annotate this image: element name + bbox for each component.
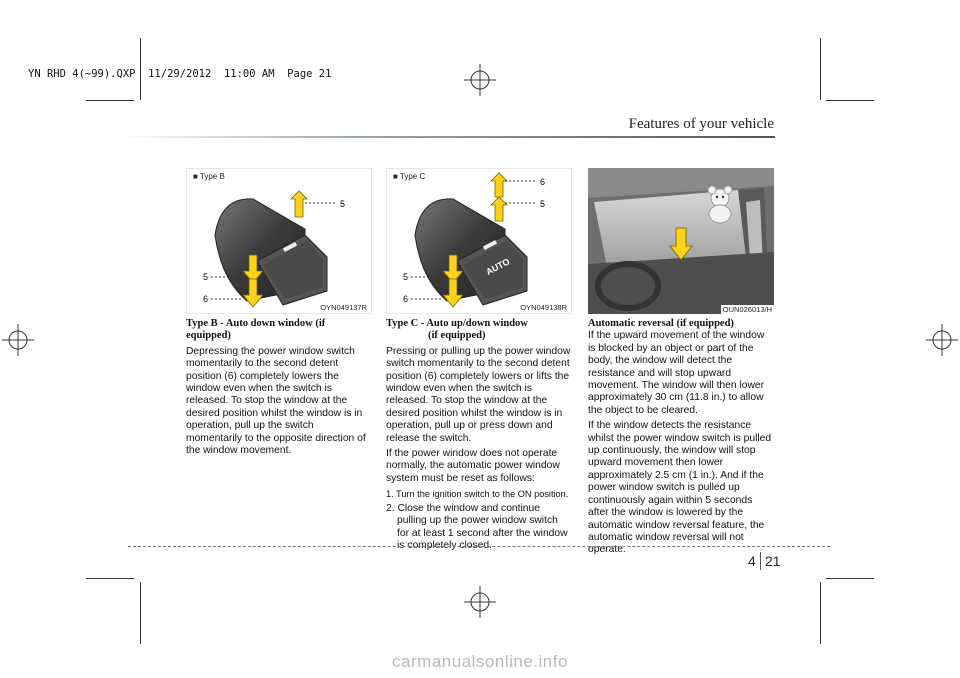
trim-mark <box>820 582 821 644</box>
trim-mark <box>820 38 821 100</box>
figure-code: OYN049138R <box>520 303 567 312</box>
column-type-b <box>186 318 372 460</box>
page-number: 21 <box>765 553 781 569</box>
figure-callout: 6 <box>540 177 546 187</box>
figure-callout: 6 <box>203 294 209 304</box>
page-number-separator <box>760 552 761 570</box>
window-switch-illustration <box>387 169 572 314</box>
section-heading: Type C - Auto up/down window <box>386 318 528 329</box>
figure-callout: 5 <box>540 199 546 209</box>
paragraph: If the window detects the resistance whilst the power window switch is pulled up continuously, the window will stop upward movement then lower approximately 2.5 cm (1 in.). And if the power window switch is pulled up continuously again within 5 seconds after the window is lowered by the automatic window reversal feature, the automatic window reversal will not operate. <box>588 420 772 556</box>
figure-callout: 6 <box>403 294 409 304</box>
figure-callout: 5 <box>403 272 409 282</box>
header-rule <box>120 136 775 138</box>
registration-mark-icon <box>464 586 496 618</box>
section-heading: Automatic reversal (if equipped) <box>588 318 734 329</box>
auto-button-label: AUTO <box>484 256 512 277</box>
figure-type-b <box>186 168 372 314</box>
print-slug: YN RHD 4(~99).QXP 11/29/2012 11:00 AM Page 21 <box>28 68 332 80</box>
window-switch-illustration <box>187 169 372 314</box>
paragraph: Pressing or pulling up the power window switch momentarily to the second detent position (6) completely lowers or lifts the window even when the switch is released. To stop the window at the desired position whilst the window is in operation, pull up or press down and release the switch. <box>386 345 571 444</box>
figure-type-label: ■ Type C <box>393 172 426 181</box>
figure-type-label: ■ Type B <box>193 172 225 181</box>
figure-auto-reversal-photo <box>588 168 774 314</box>
trim-mark <box>86 100 134 101</box>
paragraph: Depressing the power window switch momentarily to the second detent position (6) completely lowers the window even when the switch is released. To stop the window at the desired position whilst the window is in operation, pull up the switch momentarily to the opposite direction of the window movement. <box>186 345 366 457</box>
trim-mark <box>826 578 874 579</box>
trim-mark <box>86 578 134 579</box>
registration-mark-icon <box>464 64 496 96</box>
car-interior-illustration <box>588 168 774 314</box>
list-item: 1. Turn the ignition switch to the ON position. <box>386 489 569 500</box>
paragraph: If the upward movement of the window is blocked by an object or part of the body, the window will detect the resistance and will stop upward movement. The window will then lower approximately 30 cm (11.8 in.) to allow the object to be cleared. <box>588 330 765 416</box>
section-heading-continued: (if equipped) <box>428 330 486 342</box>
trim-mark <box>826 100 874 101</box>
figure-code: OUN026013/H <box>722 305 772 314</box>
section-title: Features of your vehicle <box>628 116 774 132</box>
trim-mark <box>140 582 141 644</box>
footer-rule <box>128 546 830 547</box>
reset-steps-list <box>386 488 572 552</box>
registration-mark-icon <box>926 324 958 356</box>
figure-callout: 5 <box>203 272 209 282</box>
figure-callout: 5 <box>340 199 346 209</box>
watermark-link[interactable]: carmanualsonline.info <box>392 652 568 671</box>
list-item: 2. Close the window and continue pulling up the power window switch for at least 1 second after the window is completely closed. <box>386 502 568 551</box>
figure-type-c <box>386 168 572 314</box>
figure-code: OYN049137R <box>320 303 367 312</box>
column-auto-reversal <box>588 318 774 560</box>
registration-mark-icon <box>2 324 34 356</box>
chapter-number: 4 <box>748 553 756 569</box>
column-type-c <box>386 318 572 554</box>
paragraph: If the power window does not operate normally, the automatic power window system must be reset as follows: <box>386 448 560 484</box>
section-heading: Type B - Auto down window (if equipped) <box>186 318 326 342</box>
